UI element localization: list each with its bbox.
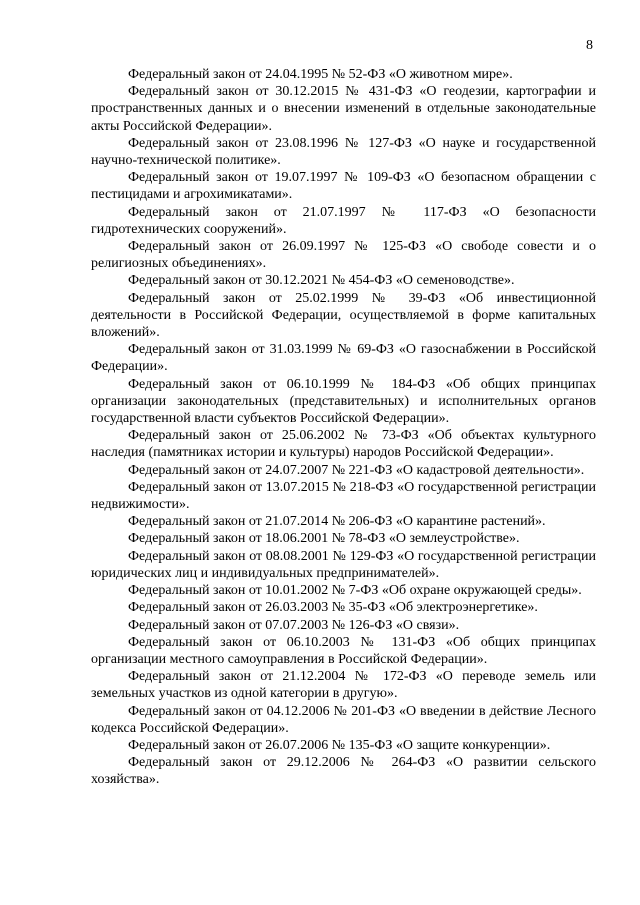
law-item: Федеральный закон от 06.10.2003 № 131-ФЗ «Об общих принципах организации местного самоуправления в Российской Федерации». [91, 634, 596, 667]
law-item: Федеральный закон от 07.07.2003 № 126-ФЗ «О связи». [128, 617, 460, 633]
law-item: Федеральный закон от 30.12.2015 № 431-ФЗ «О геодезии, картографии и пространственных данных и о внесении изменений в отдельные законодательные акты Российской Федерации». [91, 84, 596, 134]
law-item: Федеральный закон от 13.07.2015 № 218-ФЗ «О государственной регистрации недвижимости». [91, 479, 596, 513]
law-item: Федеральный закон от 26.09.1997 № 125-ФЗ «О свободе совести и о религиозных объединениях». [91, 239, 596, 272]
law-list [91, 66, 596, 789]
law-item: Федеральный закон от 23.08.1996 № 127-ФЗ «О науке и государственной научно-технической политике». [91, 135, 596, 169]
law-item: Федеральный закон от 24.07.2007 № 221-ФЗ «О кадастровой деятельности». [128, 462, 585, 478]
law-item: Федеральный закон от 29.12.2006 № 264-ФЗ «О развитии сельского хозяйства». [91, 755, 596, 788]
law-item: Федеральный закон от 24.04.1995 № 52-ФЗ «О животном мире». [128, 67, 513, 82]
law-item: Федеральный закон от 18.06.2001 № 78-ФЗ «О землеустройстве». [128, 531, 520, 547]
law-item: Федеральный закон от 21.12.2004 № 172-ФЗ «О переводе земель или земельных участков из одной категории в другую». [91, 669, 596, 702]
law-item: Федеральный закон от 26.07.2006 № 135-ФЗ «О защите конкуренции». [128, 737, 551, 753]
law-item: Федеральный закон от 25.02.1999 № 39-ФЗ «Об инвестиционной деятельности в Российской Федерации, осуществляемой в форме капитальных вложений». [91, 290, 596, 341]
law-item: Федеральный закон от 30.12.2021 № 454-ФЗ «О семеноводстве». [128, 273, 515, 289]
law-item: Федеральный закон от 21.07.1997 № 117-ФЗ «О безопасности гидротехнических сооружений». [91, 204, 596, 237]
law-item: Федеральный закон от 10.01.2002 № 7-ФЗ «Об охране окружающей среды». [128, 583, 582, 599]
law-item: Федеральный закон от 06.10.1999 № 184-ФЗ «Об общих принципах организации законодательных (представительных) и исполнительных органов государственной власти субъектов Российской Федерации». [91, 376, 596, 427]
law-item: Федеральный закон от 31.03.1999 № 69-ФЗ «О газоснабжении в Российской Федерации». [91, 342, 596, 375]
law-item: Федеральный закон от 04.12.2006 № 201-ФЗ «О введении в действие Лесного кодекса Российской Федерации». [91, 703, 596, 736]
law-item: Федеральный закон от 21.07.2014 № 206-ФЗ «О карантине растений». [128, 514, 546, 530]
law-item: Федеральный закон от 08.08.2001 № 129-ФЗ «О государственной регистрации юридических лиц и индивидуальных предпринимателей». [91, 548, 596, 581]
page-number: 8 [586, 38, 593, 53]
law-item: Федеральный закон от 19.07.1997 № 109-ФЗ «О безопасном обращении с пестицидами и агрохимикатами». [91, 170, 596, 203]
law-item: Федеральный закон от 26.03.2003 № 35-ФЗ «Об электроэнергетике». [128, 600, 538, 616]
law-item: Федеральный закон от 25.06.2002 № 73-ФЗ «Об объектах культурного наследия (памятниках истории и культуры) народов Российской Федерации». [91, 428, 596, 461]
